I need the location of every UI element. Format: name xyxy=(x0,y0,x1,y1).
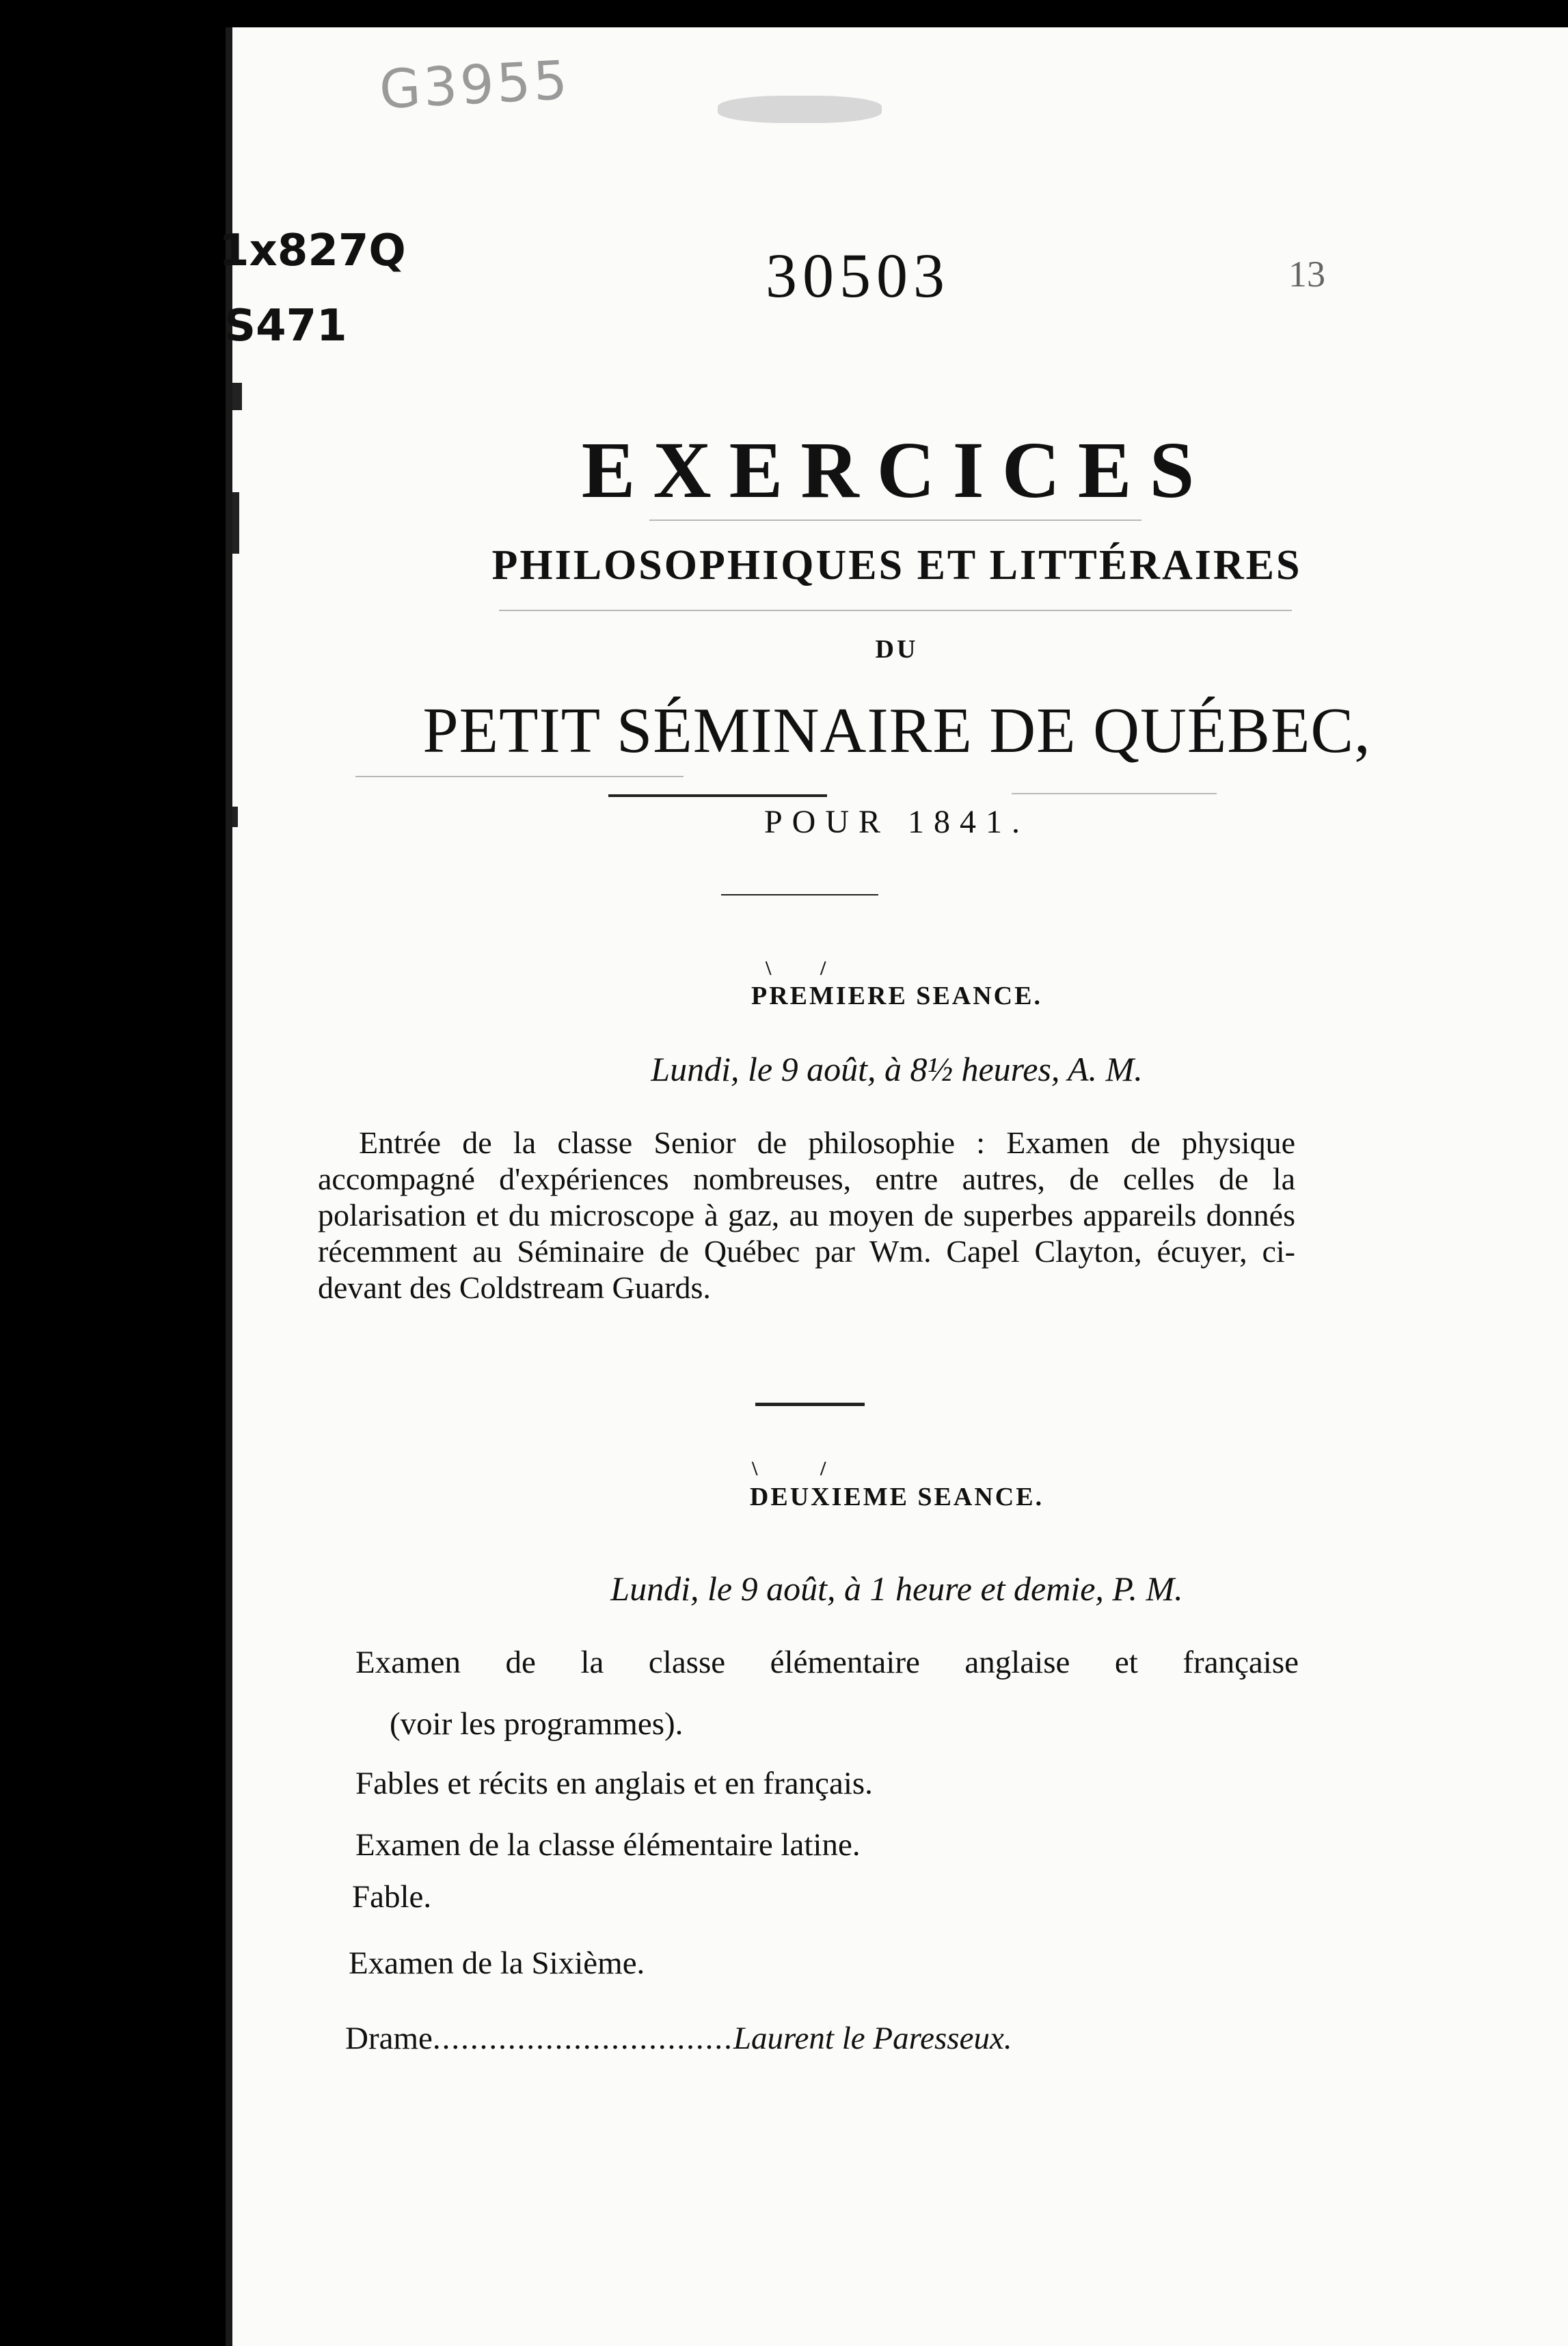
corner-mark: 13 xyxy=(1288,254,1325,295)
accent-mark: / xyxy=(820,1457,826,1480)
program-item: Fable. xyxy=(352,1879,432,1915)
catalog-number: 30503 xyxy=(766,241,950,310)
program-item: Examen de la classe élémentaire anglaise et française xyxy=(355,1645,1299,1680)
program-item: (voir les programmes). xyxy=(390,1706,684,1742)
session-1-heading: PREMIERE SEANCE. xyxy=(751,982,1042,1010)
institution-rule-right xyxy=(1012,793,1217,794)
document-page xyxy=(219,27,1568,2346)
institution-rule-center xyxy=(608,794,827,797)
page-spine xyxy=(226,27,232,2346)
title-connector: DU xyxy=(875,635,919,664)
session-1-body: Entrée de la classe Senior de philosophie : Examen de physique accompagné d'expériences nombreuses, entre autres, de celles de la polarisation et du microscope à gaz, au moyen de superbes appareils donnés récemment au Séminaire de Québec par Wm. Capel Clayton, écuyer, ci-devant des Coldstream Guards. xyxy=(318,1125,1295,1305)
session-2-heading: DEUXIEME SEANCE. xyxy=(749,1483,1044,1511)
title-institution: PETIT SÉMINAIRE DE QUÉBEC, xyxy=(422,695,1371,766)
institution-rule-left xyxy=(355,776,684,777)
drama-label: Drame xyxy=(345,2021,433,2056)
session-2-date: Lundi, le 9 août, à 1 heure et demie, P. M. xyxy=(610,1569,1183,1608)
drama-leader: ................................ xyxy=(432,2021,733,2056)
call-number-line-1: 1x827Q xyxy=(219,226,406,276)
pencil-annotation: G3955 xyxy=(377,49,572,122)
drama-line xyxy=(345,2020,1012,2057)
stain-mark xyxy=(718,96,882,123)
title-main: EXERCICES xyxy=(581,425,1213,515)
title-year: POUR 1841. xyxy=(763,804,1030,840)
title-subtitle: PHILOSOPHIQUES ET LITTÉRAIRES xyxy=(491,542,1302,589)
call-number-line-2: S471 xyxy=(224,301,347,351)
program-item: Examen de la classe élémentaire latine. xyxy=(355,1827,861,1863)
accent-mark: \ xyxy=(766,957,772,980)
drama-title: Laurent le Paresseux. xyxy=(733,2021,1012,2056)
accent-mark: \ xyxy=(752,1457,758,1480)
accent-mark: / xyxy=(820,957,826,980)
spine-notch xyxy=(232,383,242,410)
session-1-date: Lundi, le 9 août, à 8½ heures, A. M. xyxy=(651,1050,1143,1088)
title-rule xyxy=(649,520,1141,521)
program-item: Fables et récits en anglais et en français. xyxy=(355,1766,873,1801)
section-divider xyxy=(755,1403,865,1406)
section-divider xyxy=(721,894,878,895)
subtitle-rule xyxy=(499,610,1292,611)
program-item: Examen de la Sixième. xyxy=(349,1945,645,1981)
